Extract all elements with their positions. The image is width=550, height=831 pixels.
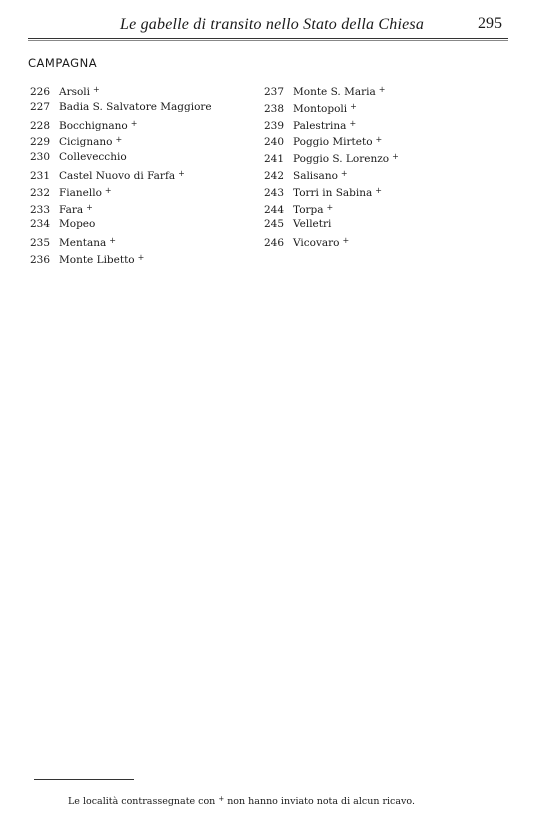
list-item [264,99,399,116]
place-name: Velletri [293,218,332,231]
right-column [264,82,399,250]
footnote [68,795,415,807]
entry-number: 246 [264,237,285,250]
footnote-text-after: non hanno inviato nota di alcun ricavo. [227,796,415,807]
footnote-mark: + [218,795,225,803]
place-name: Badia S. Salvatore Maggiore [59,100,212,113]
list-item [30,233,212,250]
no-revenue-mark: + [375,135,383,145]
no-revenue-mark: + [86,202,93,212]
no-revenue-mark: + [375,185,382,195]
no-revenue-mark: + [340,168,348,178]
entry-number: 238 [264,102,285,115]
place-name: Bocchignano [59,119,128,132]
no-revenue-mark: + [137,252,145,262]
entry-number: 241 [264,153,285,166]
no-revenue-mark: + [115,135,123,145]
list-item [264,166,399,183]
header-title: Le gabelle di transito nello Stato della Chiesa [120,16,425,33]
list-item [264,216,399,233]
list-item [30,183,212,200]
place-name: Collevecchio [59,151,127,164]
place-name: Montopoli [293,102,348,115]
list-item [30,200,212,217]
entry-number: 245 [264,218,285,231]
entry-number: 237 [264,86,285,98]
no-revenue-mark: + [392,152,399,162]
place-name: Cicignano [59,136,113,149]
entry-number: 229 [30,136,51,149]
no-revenue-mark: + [349,118,357,128]
list-item [264,183,399,200]
place-name: Fianello [59,186,102,199]
list-item [30,149,212,166]
place-name: Monte Libetto [59,253,135,266]
entry-number: 244 [264,203,285,216]
header-rule-secondary [28,40,508,41]
entry-number: 232 [30,186,51,199]
entry-number: 240 [264,136,285,149]
place-name: Fara [59,203,84,216]
entry-number: 234 [30,218,51,231]
place-name: Palestrina [293,119,347,132]
section-title: CAMPAGNA [28,56,98,70]
no-revenue-mark: + [109,236,116,246]
entry-number: 243 [264,186,285,199]
place-name: Monte S. Maria [293,86,376,98]
entry-number: 230 [30,151,51,164]
footnote-text-before: Le località contrassegnate con [68,796,216,807]
no-revenue-mark: + [342,236,350,246]
page-number: 295 [478,15,502,32]
header-rule [28,38,508,39]
place-name: Poggio Mirteto [293,136,373,149]
place-name: Torri in Sabina [293,186,373,199]
place-name: Mopeo [59,218,96,231]
place-name: Salisano [293,169,338,182]
entry-number: 236 [30,253,51,266]
no-revenue-mark: + [104,185,112,195]
entry-number: 227 [30,100,51,113]
list-item [30,250,212,267]
entry-number: 226 [30,86,51,98]
list-item [30,82,212,99]
list-item [30,166,212,183]
list-item [30,132,212,149]
place-name: Arsoli [59,86,91,98]
no-revenue-mark: + [326,202,334,212]
place-name: Torpa [293,203,324,216]
left-column [30,82,212,267]
entry-number: 231 [30,169,51,182]
list-item [264,116,399,133]
list-item [30,99,212,116]
place-name: Poggio S. Lorenzo [293,153,390,166]
place-name: Castel Nuovo di Farfa [59,169,176,182]
entry-number: 233 [30,203,51,216]
no-revenue-mark: + [93,85,100,94]
entry-number: 239 [264,119,285,132]
list-item [264,82,399,99]
list-item [30,116,212,133]
list-item [264,233,399,250]
footnote-rule [34,779,134,780]
no-revenue-mark: + [178,168,185,178]
no-revenue-mark: + [378,85,386,94]
place-name: Vicovaro [293,237,340,250]
list-item [264,200,399,217]
no-revenue-mark: + [130,118,138,128]
list-item [264,132,399,149]
entry-number: 242 [264,169,285,182]
list-item [30,216,212,233]
entry-number: 235 [30,237,51,250]
place-name: Mentana [59,237,107,250]
entry-number: 228 [30,119,51,132]
no-revenue-mark: + [350,101,357,111]
list-item [264,149,399,166]
